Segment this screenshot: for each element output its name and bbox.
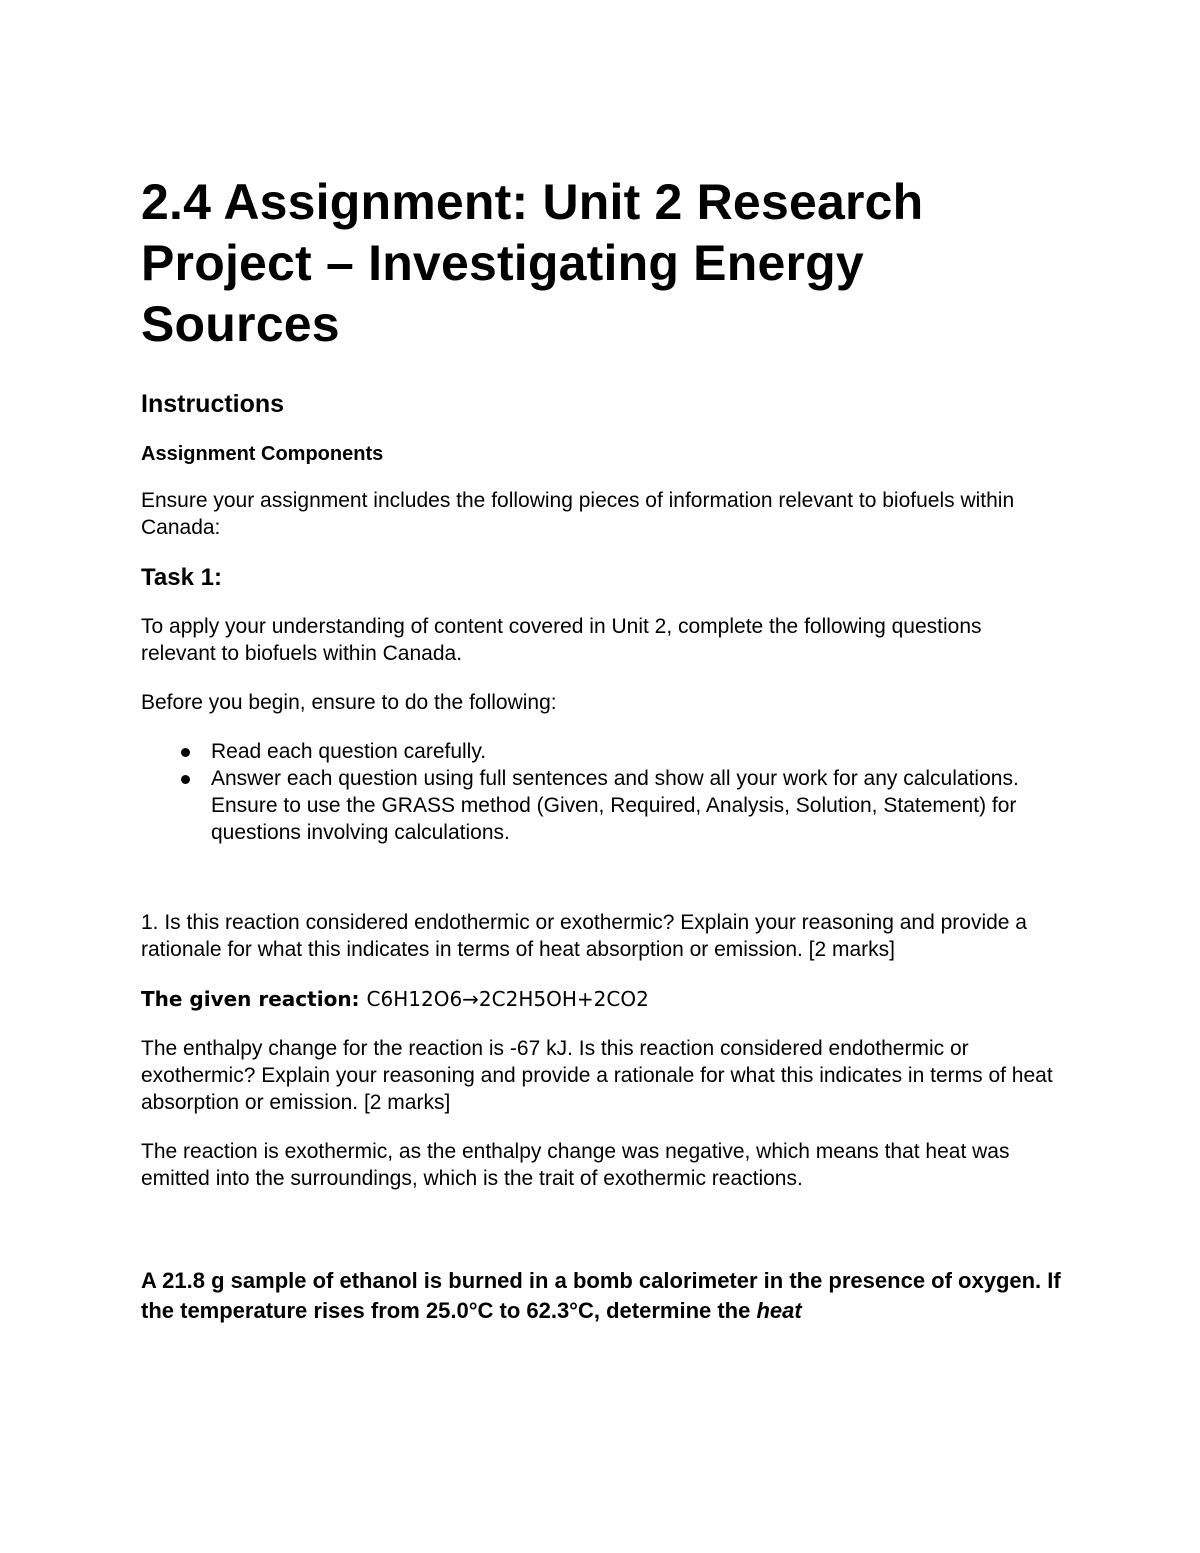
calorimeter-problem xyxy=(141,1266,1061,1326)
answer-1: The reaction is exothermic, as the enthalpy change was negative, which means that heat was emitted into the surroundings, which is the trait of exothermic reactions. xyxy=(141,1140,1010,1190)
reaction-line xyxy=(141,985,1061,1013)
components-heading: Assignment Components xyxy=(141,443,384,465)
instructions-heading: Instructions xyxy=(141,390,285,418)
question-1: 1. Is this reaction considered endothermic or exothermic? Explain your reasoning and provide a rationale for what this indicates in terms of heat absorption or emission. [2 marks] xyxy=(141,911,1027,961)
bullet-icon xyxy=(181,748,190,757)
checklist xyxy=(141,738,1061,846)
reaction-label: The given reaction: xyxy=(141,987,360,1011)
spacer xyxy=(141,846,1061,909)
enthalpy-question: The enthalpy change for the reaction is -67 kJ. Is this reaction considered endothermic or exothermic? Explain your reasoning and provide a rationale for what this indicates in terms of heat absorption or emission. [2 marks] xyxy=(141,1037,1053,1114)
task1-intro: To apply your understanding of content covered in Unit 2, complete the following questions relevant to biofuels within Canada. xyxy=(141,615,982,665)
problem-text: A 21.8 g sample of ethanol is burned in a bomb calorimeter in the presence of oxygen. If the temperature rises from 25.0°C to 62.3°C, determine the xyxy=(141,1268,1061,1323)
checklist-item-text: Read each question carefully. xyxy=(211,740,487,763)
components-intro: Ensure your assignment includes the following pieces of information relevant to biofuels within Canada: xyxy=(141,489,1015,539)
spacer xyxy=(141,1214,1061,1266)
document-page xyxy=(141,172,1061,1326)
checklist-item xyxy=(211,765,1061,846)
reaction-formula: C6H12O6→2C2H5OH+2CO2 xyxy=(366,987,649,1011)
checklist-item xyxy=(211,738,1061,765)
checklist-item-text: Answer each question using full sentences and show all your work for any calculations. Ensure to use the GRASS method (Given, Required, Analysis, Solution, Statement) for questions involving calculations. xyxy=(211,767,1019,844)
bullet-icon xyxy=(181,775,190,784)
document-title: 2.4 Assignment: Unit 2 Research Project – Investigating Energy Sources xyxy=(141,174,924,352)
task1-heading: Task 1: xyxy=(141,564,222,591)
problem-emphasis: heat xyxy=(756,1298,802,1323)
before-begin-text: Before you begin, ensure to do the following: xyxy=(141,691,557,714)
